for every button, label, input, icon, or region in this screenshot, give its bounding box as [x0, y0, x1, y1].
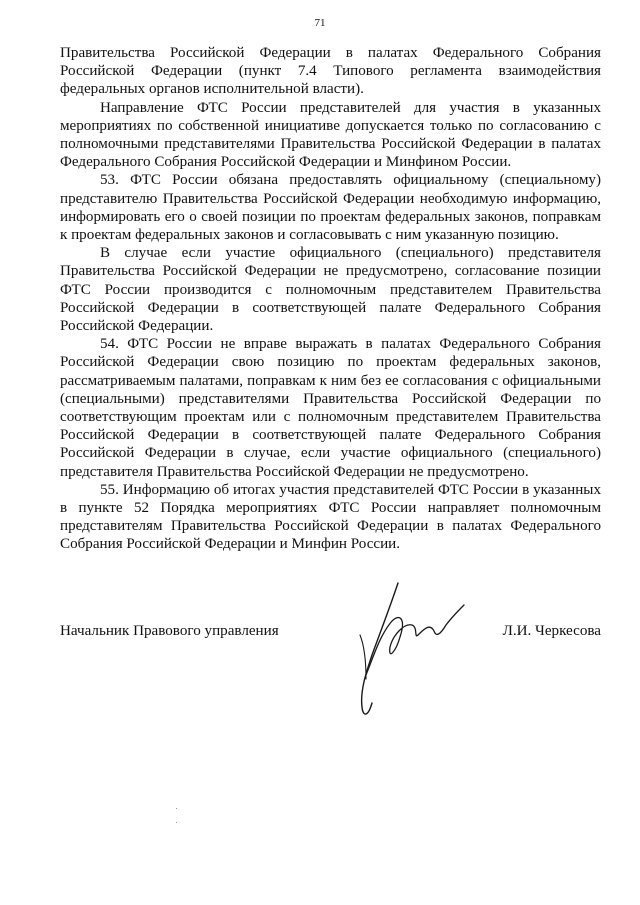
scan-speck — [176, 808, 177, 809]
paragraph-item-53: 53. ФТС России обязана предоставлять официальному (специальному) представителю Правительства Российской Федерации необходимую информацию, информировать его о своей позиции по проектам федеральных законов, поправкам к проектам федеральных законов и согласовывать с ним указанную позицию. — [60, 172, 601, 244]
paragraph-item-55: 55. Информацию об итогах участия представителей ФТС России в указанных в пункте 52 Порядка мероприятиях ФТС России направляет полномочным представителям Правительства Российской Федерации в палатах Федерального Собрания Российской Федерации и Минфин России. — [60, 481, 601, 553]
paragraph-continuation: Правительства Российской Федерации в палатах Федерального Собрания Российской Федерации (пункт 7.4 Типового регламента взаимодействия федеральных органов исполнительной власти). — [60, 45, 601, 98]
signer-name: Л.И. Черкесова — [502, 623, 601, 639]
handwritten-signature — [330, 575, 470, 725]
page-number: 71 — [314, 17, 326, 29]
paragraph-item-53-case: В случае если участие официального (специального) представителя Правительства Российской Федерации не предусмотрено, согласование позиции ФТС России производится с полномочным представителем Правительства Российской Федерации в соответствующей палате Федерального Собрания Российской Федерации. — [60, 245, 601, 335]
scan-speck — [176, 822, 177, 823]
document-body — [60, 44, 601, 554]
signer-position: Начальник Правового управления — [60, 623, 279, 639]
paragraph-item-54: 54. ФТС России не вправе выражать в палатах Федерального Собрания Российской Федерации свою позицию по проектам федеральных законов, рассматриваемым палатами, поправкам к ним без ее согласования с официальными (специальными) представителями Правительства Российской Федерации по соответствующим проектам или с полномочным представителем Правительства Российской Федерации в соответствующей палате Федерального Собрания Российской Федерации в случае, если участие официального (специального) представителя Правительства Российской Федерации не предусмотрено. — [60, 336, 601, 480]
paragraph-direction-fts: Направление ФТС России представителей для участия в указанных мероприятиях по собственной инициативе допускается только по согласованию с полномочными представителями Правительства Российской Федерации в палатах Федерального Собрания Российской Федерации и Минфином России. — [60, 99, 601, 171]
